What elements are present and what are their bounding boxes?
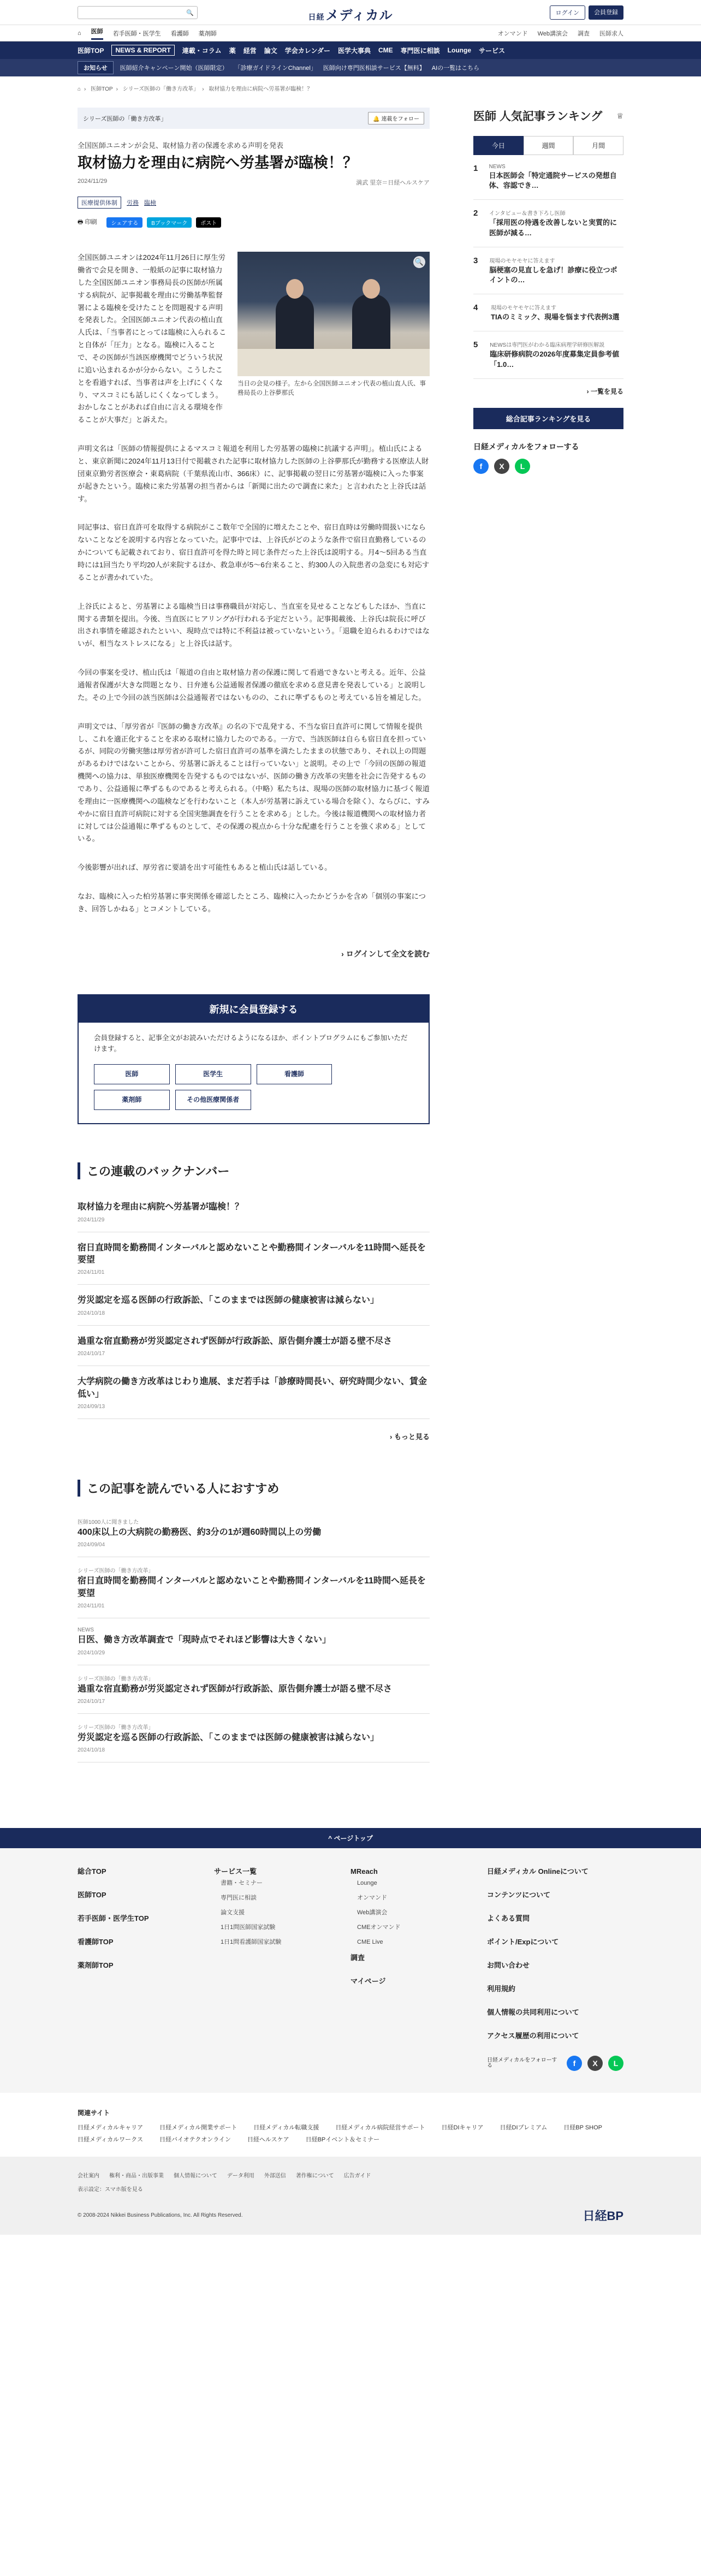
ranking-item[interactable]: [473, 247, 623, 294]
breadcrumb-item: 取材協力を理由に病院へ労基署が臨検！？: [209, 86, 313, 92]
register-pharmacist-button[interactable]: 薬剤師: [94, 1090, 170, 1110]
footer-link[interactable]: サービス一覧: [214, 1867, 257, 1876]
list-item[interactable]: [78, 1618, 430, 1665]
footer-follow-label: 日経メディカルをフォローする: [487, 2057, 557, 2069]
footer-link[interactable]: アクセス履歴の利用について: [487, 2032, 579, 2040]
rank-number: 5: [473, 340, 478, 350]
mainnav-item[interactable]: 医学大事典: [337, 46, 371, 55]
follow-label: 連載をフォロー: [381, 116, 419, 122]
ranking-list: [473, 155, 623, 379]
article-subtitle: 全国医師ユニオンが会見、取材協力者の保護を求める声明を発表: [78, 141, 284, 150]
share-bar: [78, 217, 430, 228]
facebook-icon[interactable]: f: [567, 2056, 582, 2071]
rank-category: インタビュー＆書き下ろし医師: [489, 211, 566, 217]
footer-sublink[interactable]: 専門医に相談: [221, 1895, 257, 1902]
register-box-text: 会員登録すると、記事全文がお読みいただけるようになるほか、ポイントプログラムにもご参加いただけます。: [94, 1034, 408, 1053]
rank-number: 3: [473, 256, 478, 265]
catnav-right-item[interactable]: Web講演会: [537, 31, 568, 37]
register-box: [78, 994, 430, 1124]
line-icon[interactable]: L: [608, 2056, 623, 2071]
list-item-label: 医師1000人に聞きました: [78, 1520, 139, 1526]
footer-sublink[interactable]: CME Live: [357, 1939, 383, 1946]
notice-label: お知らせ: [78, 61, 114, 74]
notice-bar: [0, 59, 701, 76]
mainnav-item[interactable]: 論文: [264, 46, 277, 55]
more-label: もっと見る: [394, 1433, 430, 1441]
notice-item[interactable]: AIの一覧はこちら: [431, 65, 480, 72]
footer-col-4: [487, 1868, 623, 2071]
list-item[interactable]: [78, 1714, 430, 1762]
ranking-title: 医師 人気記事ランキング: [473, 110, 603, 123]
read-more-label: ログインして全文を読む: [346, 949, 430, 958]
bottom-link[interactable]: 広告ガイド: [343, 2173, 371, 2180]
article-body: [78, 252, 430, 916]
login-button[interactable]: ログイン: [550, 5, 585, 20]
list-item-title[interactable]: 労災認定を巡る医師の行政訴訟、「このままでは医師の健康被害は減らない」: [78, 1732, 379, 1742]
bottom-link[interactable]: 権利・商品・出版事業: [109, 2173, 164, 2180]
register-nurse-button[interactable]: 看護師: [257, 1064, 332, 1084]
register-box-heading: 新規に会員登録する: [79, 995, 429, 1023]
list-item[interactable]: [78, 1326, 430, 1366]
ranking-tabs: [473, 136, 623, 155]
list-item[interactable]: [78, 1191, 430, 1232]
login-read-more-link[interactable]: [78, 948, 430, 959]
tag[interactable]: 医療提供体制: [78, 197, 121, 209]
tag[interactable]: 労務: [127, 200, 139, 207]
search-icon[interactable]: 🔍: [186, 9, 194, 16]
recommend-list: [78, 1509, 430, 1762]
search-input[interactable]: [78, 6, 198, 19]
footer-link[interactable]: MReach: [350, 1867, 378, 1876]
list-item-title[interactable]: 過重な宿直勤務が労災認定されず医師が行政訴訟、原告側弁護士が語る壁不尽さ: [78, 1684, 393, 1694]
list-item[interactable]: [78, 1665, 430, 1714]
catnav-right-item[interactable]: 医師求人: [599, 31, 623, 37]
paragraph: 声明文では、「厚労省が『医師の働き方改革』の名の下で乱発する、不当な宿日直許可に関して情報を提供し、これを適正化することを求める取材に協力したのである。一方で、当該医師は自らも宿日直を担っているが、同院の労働実態は厚労省が許可した宿日直許可の基準を満たしたままの状態であり、それ以上の問題があるわけではないことから、労基署に訴えることは行っていない」と説明。その上で「今回の医師の報道機関への協力は、単独医療機関を告発するものではないが、医師の働き方改革の実態を社会に告発するものであり、公益通報に準ずるものであると考えられる。（中略）私たちは、現場の医師の取材協力に基づく報道を理由に一医療機関への臨検などを行わないこと（本人が労基署に訴えている場合を除く）、ならびに、すみやかに宿日直許可病院に対する全国実態調査を行うことを求める」とした。今後は報道機関への取材協力者に対しては公益通報に準ずるものとして、その保護の視点から十分な配慮を行うことを強く求める」としている。: [78, 722, 430, 843]
list-item-date: 2024/10/18: [78, 1747, 105, 1754]
footer-col-3: [350, 1868, 487, 2071]
tag-list: [78, 197, 430, 209]
series-name[interactable]: シリーズ医師の「働き方改革」: [83, 115, 167, 122]
facebook-icon[interactable]: f: [473, 459, 489, 474]
zoom-icon[interactable]: 🔍: [413, 256, 425, 268]
footer-link[interactable]: 調査: [350, 1954, 365, 1962]
list-item[interactable]: [78, 1232, 430, 1285]
footer-link[interactable]: 利用規約: [487, 1985, 516, 1993]
ranking-more-link[interactable]: [473, 387, 623, 396]
facebook-share-button[interactable]: シェアする: [106, 217, 142, 228]
related-link[interactable]: 日経メディカル病院経営サポート: [335, 2124, 425, 2132]
footer-link[interactable]: よくある質問: [487, 1914, 530, 1923]
rank-title[interactable]: 日本医師会「特定通院サービスの発想自体、容認でき…: [489, 171, 617, 190]
display-setting-link[interactable]: 表示設定：スマホ版を見る: [78, 2187, 143, 2193]
list-item-date: 2024/09/04: [78, 1542, 105, 1548]
bottom-link[interactable]: 著作権について: [295, 2173, 334, 2180]
list-item-date: 2024/11/01: [78, 1269, 105, 1276]
list-item-label: シリーズ医師の「働き方改革」: [78, 1568, 154, 1575]
tab-today[interactable]: 今日: [473, 136, 524, 155]
breadcrumb-item[interactable]: シリーズ医師の「働き方改革」: [122, 86, 199, 92]
chevron-right-icon: ›: [341, 949, 344, 958]
chevron-right-icon: ›: [390, 1433, 393, 1441]
footer-col-2: [214, 1868, 350, 2071]
related-link[interactable]: 日経BP SHOP: [563, 2124, 603, 2132]
social-links: [473, 459, 623, 474]
rank-title[interactable]: 臨床研修病院の2026年度募集定員参考値「1.0…: [490, 350, 620, 369]
tag[interactable]: 臨検: [144, 200, 156, 207]
page-top-label: ページトップ: [334, 1835, 373, 1843]
paragraph: 今後影響が出れば、厚労省に要請を出す可能性もあると植山氏は話している。: [78, 863, 332, 872]
footer-link[interactable]: マイページ: [350, 1977, 386, 1986]
footer-sublink[interactable]: 1日1問医師国家試験: [221, 1924, 276, 1931]
ranking-item[interactable]: [473, 331, 623, 378]
register-student-button[interactable]: 医学生: [175, 1064, 251, 1084]
copyright: © 2008-2024 Nikkei Business Publications, Inc. All Rights Reserved.: [78, 2212, 243, 2219]
backnumber-list: [78, 1191, 430, 1419]
related-link[interactable]: 日経DIキャリア: [441, 2124, 484, 2132]
catnav-item[interactable]: 若手医師・医学生: [112, 31, 161, 37]
press-conference-photo[interactable]: [237, 252, 430, 376]
related-link[interactable]: 日経ヘルスケア: [247, 2136, 289, 2144]
list-item-date: 2024/10/18: [78, 1310, 105, 1316]
hatena-bookmark-button[interactable]: Bブックマーク: [147, 217, 192, 228]
list-item[interactable]: [78, 1366, 430, 1419]
article: [78, 108, 430, 1762]
bottom-footer: [0, 2157, 701, 2235]
line-icon[interactable]: L: [515, 459, 530, 474]
list-item[interactable]: [78, 1509, 430, 1557]
x-post-button[interactable]: ポスト: [196, 217, 221, 228]
notice-item[interactable]: 医師紹介キャンペーン開始（医師限定）: [120, 65, 228, 72]
top-bar: [0, 0, 701, 25]
related-link[interactable]: 日経メディカル開業サポート: [159, 2124, 237, 2132]
rank-title[interactable]: 「採用医の待遇を改善しないと実質的に医師が減る…: [489, 218, 617, 237]
recommend-title: この記事を読んでいる人におすすめ: [78, 1480, 430, 1497]
ranking-item[interactable]: [473, 294, 623, 331]
related-link[interactable]: 日経BPイベント＆セミナー: [305, 2136, 380, 2144]
list-item-date: 2024/10/17: [78, 1698, 105, 1705]
footer-link[interactable]: お問い合わせ: [487, 1961, 530, 1970]
footer-link[interactable]: 日経メディカル Onlineについて: [487, 1867, 589, 1876]
article-photo: [237, 252, 430, 399]
related-title: 関連サイト: [78, 2109, 110, 2117]
list-item[interactable]: [78, 1285, 430, 1325]
article-author: 満武 里奈＝日経ヘルスケア: [356, 180, 430, 187]
mainnav-item[interactable]: 学会カレンダー: [284, 46, 330, 55]
chevron-up-icon: ^: [328, 1835, 332, 1843]
overall-ranking-button[interactable]: 総合記事ランキングを見る: [473, 408, 623, 429]
main-nav: [0, 41, 701, 59]
rank-category: NEWS: [489, 164, 506, 170]
mainnav-item[interactable]: 医師TOP: [78, 46, 104, 55]
backnumber-title: この連載のバックナンバー: [78, 1162, 430, 1179]
footer-sublink[interactable]: Lounge: [357, 1880, 377, 1887]
catnav-item[interactable]: 看護師: [170, 31, 189, 37]
list-item-title[interactable]: 400床以上の大病院の勤務医、約3分の1が週60時間以上の労働: [78, 1528, 322, 1538]
footer-link[interactable]: コンテンツについて: [487, 1891, 551, 1900]
rank-category: 現場のモヤモヤに答えます: [491, 305, 556, 312]
footer-sublink[interactable]: オンマンド: [357, 1895, 387, 1902]
paragraph: 同記事は、宿日直許可を取得する病院がここ数年で全国的に増えたことや、宿日直時は労働時間扱いにならないことなどを説明する内容となっていた。記事中では、上谷氏がどのような条件で宿日直勤務しているのかについても記載されており、宿日直許可を得た時と同じ条件だった上谷氏は説明する。月4～5回ある当直時には1回当たり平均20人が来院するほか、救急車が5～6台来ること、約300人の入院患者の急変にも対応することが書かれていた。: [78, 523, 430, 581]
sidebar: [473, 108, 623, 1762]
logo-prefix: 日経: [308, 13, 325, 21]
footer-sublink[interactable]: 書籍・セミナー: [221, 1880, 263, 1887]
category-nav: [0, 25, 701, 41]
print-icon: 🖶: [78, 219, 84, 226]
mainnav-item[interactable]: Lounge: [447, 46, 471, 54]
logo-main: メディカル: [325, 8, 393, 23]
footer-link[interactable]: 医師TOP: [78, 1891, 106, 1900]
footer-sublink[interactable]: 論文支援: [221, 1909, 245, 1916]
notice-item[interactable]: 医師向け専門医相談サービス【無料】: [323, 65, 425, 72]
mainnav-item[interactable]: 薬: [229, 46, 236, 55]
rank-category: NEWSは専門医がわかる臨床病理学研修医解説: [490, 342, 605, 349]
paragraph: 今回の事案を受け、植山氏は「報道の自由と取材協力者の保護に関して看過できないと考える。近年、公益通報者保護が大きな問題となり、日弁連も公益通報者保護の徹底を求める意見書を発表している」と説明した。その上で今回の該当医師は公益通報者ではないものの、これに準ずるものと考えている旨を補足した。: [78, 668, 426, 702]
list-item-label: シリーズ医師の「働き方改革」: [78, 1724, 154, 1731]
paragraph: 全国医師ユニオンは2024年11月26日に厚生労働省で会見を開き、一般紙の記事に取材協力した全国医師ユニオン事務局長の医師が所属する病院が、記事掲載を理由に労働基準監督署による臨検を受けたことを問題視する声明を発表した。全国医師ユニオン代表の植山直人氏は、「当事者にとっては臨検に入られること自体が「圧力」となる。臨検に入ることで、その医師が当該医療機関でどういう状況に追い込まれるかが分からない。こうしたことを看過すれば、当事者は声を上げにくくなり、マスコミにも話しにくくなってしまう。おかしなことがあれば自由に言える環境を作ることが大事だ」と訴えた。: [78, 253, 227, 424]
mainnav-item[interactable]: CME: [378, 46, 393, 54]
follow-series-button[interactable]: [368, 112, 424, 124]
register-other-button[interactable]: その他医療関係者: [175, 1090, 251, 1110]
breadcrumb-home-icon[interactable]: ⌂: [78, 86, 81, 92]
mainnav-item[interactable]: 連載・コラム: [182, 46, 222, 55]
footer-sublink[interactable]: CMEオンマンド: [357, 1924, 401, 1931]
list-item-title[interactable]: 宿日直時間を勤務間インターバルと認めないことや勤務間インターバルを11時間へ延長を要望: [78, 1576, 426, 1598]
bell-icon: 🔔: [373, 116, 380, 122]
list-item-title[interactable]: 労災認定を巡る医師の行政訴訟、「このままでは医師の健康被害は減らない」: [78, 1296, 379, 1305]
list-item-title[interactable]: 宿日直時間を勤務間インターバルと認めないことや勤務間インターバルを11時間へ延長を要望: [78, 1243, 426, 1265]
rank-number: 1: [473, 164, 478, 173]
chevron-right-icon: ›: [586, 387, 589, 395]
catnav-right-item[interactable]: オンマンド: [497, 31, 528, 37]
list-item-title[interactable]: 大学病院の働き方改革はじわり進展、まだ若手は「診療時間長い、研究時間少ない、賃金低い」: [78, 1377, 427, 1399]
list-item-title[interactable]: 過重な宿直勤務が労災認定されず医師が行政訴訟、原告側弁護士が語る壁不尽さ: [78, 1336, 393, 1346]
nikkei-bp-logo[interactable]: 日経BP: [583, 2209, 623, 2223]
list-item-date: 2024/10/17: [78, 1351, 105, 1357]
rank-title[interactable]: 脳梗塞の見直しを急げ！診療に役立つポイントの…: [489, 265, 617, 284]
backnumber-more-link[interactable]: [78, 1431, 430, 1441]
x-icon[interactable]: X: [587, 2056, 603, 2071]
ranking-item[interactable]: [473, 155, 623, 200]
follow-heading: 日経メディカルをフォローする: [473, 442, 579, 451]
list-item[interactable]: [78, 1557, 430, 1618]
rank-category: 現場のモヤモヤに答えます: [489, 258, 555, 264]
rank-title[interactable]: TIAのミミック、現場を悩ます代表例3選: [491, 313, 620, 322]
footer: [0, 1848, 701, 2093]
catnav-item[interactable]: 医師: [91, 27, 103, 40]
tab-month[interactable]: 月間: [573, 136, 623, 155]
related-link[interactable]: 日経メディカル転職支援: [253, 2124, 319, 2132]
ranking-more-label: 一覧を見る: [590, 387, 623, 395]
related-link[interactable]: 日経メディカルワークス: [78, 2136, 144, 2144]
bottom-link[interactable]: 外部送信: [264, 2173, 286, 2180]
photo-caption: 当日の会見の様子。左から全国医師ユニオン代表の植山直人氏、事務局長の上谷夢那氏: [237, 381, 426, 397]
paragraph: なお、臨検に入った柏労基署に事実関係を確認したところ、臨検に入ったかどうかを含め「個別の事案につき、回答しかねる」とコメントしている。: [78, 892, 426, 913]
footer-link[interactable]: 総合TOP: [78, 1867, 106, 1876]
list-item-date: 2024/11/29: [78, 1216, 105, 1223]
register-doctor-button[interactable]: 医師: [94, 1064, 170, 1084]
notice-item[interactable]: 「診療ガイドラインChannel」: [234, 65, 317, 72]
bottom-link[interactable]: 個人情報について: [174, 2173, 217, 2180]
tab-week[interactable]: 週間: [524, 136, 574, 155]
breadcrumb-item[interactable]: 医師TOP: [91, 86, 113, 92]
footer-link[interactable]: 個人情報の共同利用について: [487, 2008, 579, 2017]
related-link[interactable]: 日経DIプレミアム: [500, 2124, 548, 2132]
list-item-date: 2024/09/13: [78, 1404, 105, 1410]
catnav-right-item[interactable]: 調査: [578, 31, 590, 37]
bottom-link[interactable]: データ利用: [227, 2173, 254, 2180]
crown-icon: ♕: [616, 111, 623, 120]
related-link[interactable]: 日経メディカルキャリア: [78, 2124, 144, 2132]
rank-number: 2: [473, 209, 478, 218]
list-item-title[interactable]: 日医、働き方改革調査で「現時点でそれほど影響は大きくない」: [78, 1635, 331, 1645]
site-logo[interactable]: [308, 4, 393, 23]
footer-col-1: [78, 1868, 214, 2071]
article-title: 取材協力を理由に病院へ労基署が臨検！？: [78, 155, 358, 171]
footer-link[interactable]: 若手医師・医学生TOP: [78, 1914, 149, 1923]
paragraph: 声明文名は「医師の情報提供によるマスコミ報道を利用した労基署の臨検に抗議する声明」。植山氏によると、東京新聞に2024年11月13日付で掲載された記事に取材協力した医師の上谷夢那氏が勤務する医療法人財団東京勤労者医療会・東葛病院（千葉県流山市、366床）に、記事掲載の翌日に労基署が臨検に入った事案が起きたという。臨検に来た労基署の担当者からは「新聞に出たので調査に来た」と言われたと上谷氏は話す。: [78, 444, 429, 503]
series-tag: [78, 108, 430, 129]
x-icon[interactable]: X: [494, 459, 509, 474]
footer-link[interactable]: 薬剤師TOP: [78, 1961, 114, 1970]
mainnav-item-news[interactable]: NEWS & REPORT: [111, 45, 174, 56]
footer-sublink[interactable]: 1日1問看護師国家試験: [221, 1939, 282, 1946]
list-item-date: 2024/11/01: [78, 1603, 105, 1610]
list-item-title[interactable]: 取材協力を理由に病院へ労基署が臨検！？: [78, 1202, 244, 1212]
paragraph: 上谷氏によると、労基署による臨検当日は事務職員が対応し、当直室を見せることなどもしたほか、当直に関する書類を提出。今後、当直医にヒアリングが行われる予定だという。記事掲載後、上谷氏は院長に呼び出され事情を確認されたといい、現時点では特に不利益は被っていないという。「退職を迫られるわけではないが、相当なストレスになる」と上谷氏は話す。: [78, 602, 430, 648]
related-sites: [0, 2093, 701, 2157]
mainnav-item[interactable]: サービス: [479, 46, 506, 55]
article-date: 2024/11/29: [78, 178, 108, 185]
rank-number: 4: [473, 303, 478, 313]
related-link[interactable]: 日経バイオテクオンライン: [159, 2136, 231, 2144]
home-icon[interactable]: ⌂: [78, 30, 81, 37]
list-item-label: NEWS: [78, 1627, 94, 1634]
list-item-label: シリーズ医師の「働き方改革」: [78, 1676, 154, 1682]
footer-link[interactable]: ポイント/Expについて: [487, 1938, 559, 1946]
print-button[interactable]: [78, 217, 97, 228]
list-item-date: 2024/10/29: [78, 1649, 105, 1656]
ranking-item[interactable]: [473, 200, 623, 247]
bottom-link[interactable]: 会社案内: [78, 2173, 99, 2180]
print-label: 印刷: [85, 219, 97, 226]
footer-link[interactable]: 看護師TOP: [78, 1938, 114, 1946]
mainnav-item[interactable]: 経営: [243, 46, 257, 55]
page-top-button[interactable]: [0, 1828, 701, 1848]
catnav-item[interactable]: 薬剤師: [198, 31, 217, 37]
footer-sublink[interactable]: Web講演会: [357, 1909, 388, 1916]
mainnav-item[interactable]: 専門医に相談: [400, 46, 440, 55]
register-button[interactable]: 会員登録: [589, 5, 623, 20]
breadcrumb: ⌂ › 医師TOP › シリーズ医師の「働き方改革」 › 取材協力を理由に病院へ労基署が臨検！？: [78, 86, 313, 92]
